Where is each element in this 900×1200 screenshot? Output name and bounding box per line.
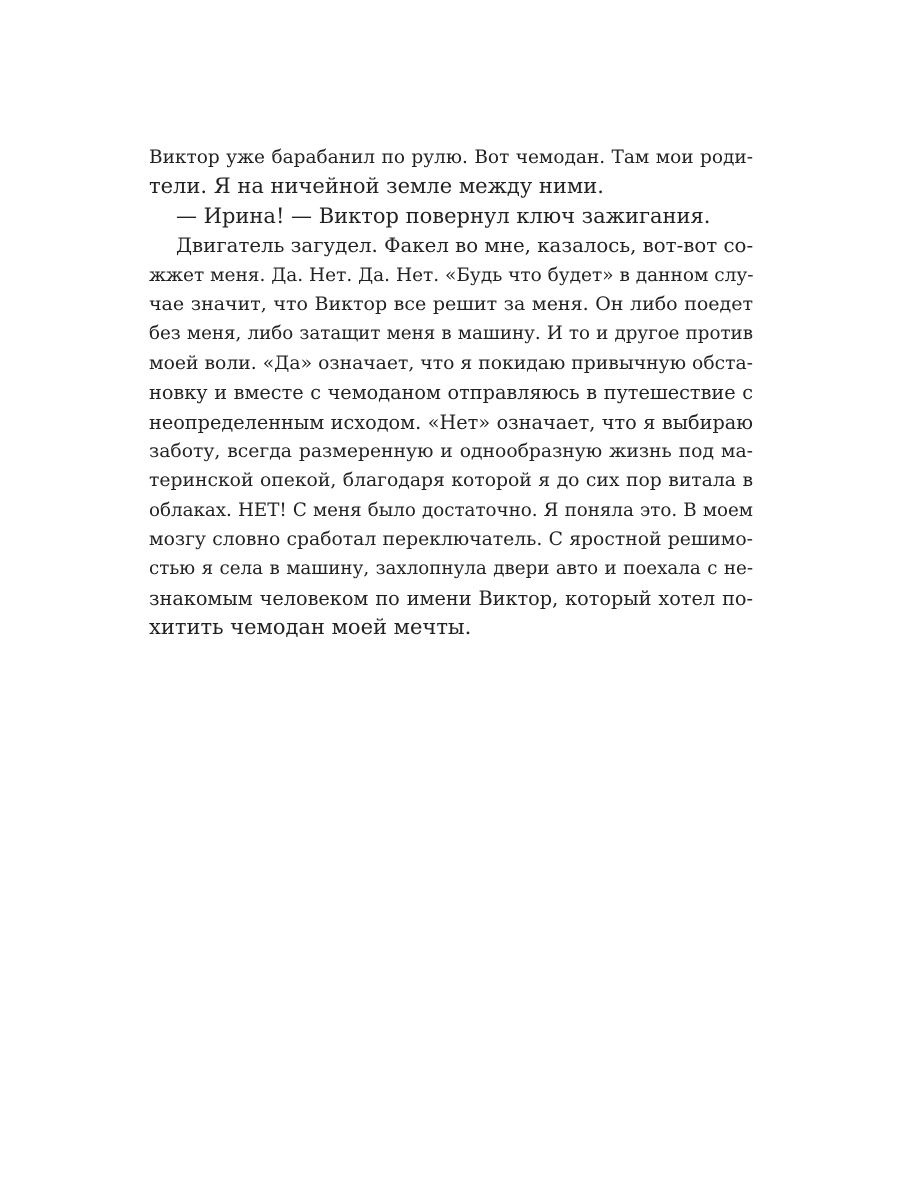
text-line: неопределенным исходом. «Нет» означает, что я выбираю	[149, 410, 753, 434]
text-line: облаках. НЕТ! С меня было достаточно. Я поняла это. В моем	[149, 499, 753, 521]
body-text	[149, 143, 753, 643]
text-line: Виктор уже барабанил по рулю. Вот чемодан. Там мои роди-	[149, 147, 753, 168]
text-line: знакомым человеком по имени Виктор, который хотел по-	[149, 586, 753, 610]
text-line: — Ирина! — Виктор повернул ключ зажигания.	[176, 203, 711, 228]
text-line: жжет меня. Да. Нет. Да. Нет. «Будь что будет» в данном слу-	[149, 264, 754, 286]
text-line: мозгу словно сработал переключатель. С яростной решимо-	[149, 529, 753, 551]
text-line: новку и вместе с чемоданом отправляюсь в путешествие с	[149, 381, 753, 405]
text-line: хитить чемодан моей мечты.	[149, 615, 472, 640]
text-line: тели. Я на ничейной земле между ними.	[149, 174, 604, 199]
text-line: моей воли. «Да» означает, что я покидаю привычную обста-	[149, 352, 753, 374]
text-line: чае значит, что Виктор все решит за меня. Он либо поедет	[149, 292, 753, 315]
text-line: стью я села в машину, захлопнула двери авто и поехала с не-	[149, 558, 753, 580]
text-line: теринской опекой, благодаря которой я до сих пор витала в	[149, 470, 753, 492]
text-line: Двигатель загудел. Факел во мне, казалось, вот-вот со-	[176, 234, 754, 258]
text-line: заботу, всегда размеренную и однообразную жизнь под ма-	[149, 440, 753, 462]
text-line: без меня, либо затащит меня в машину. И то и другое против	[149, 323, 753, 345]
